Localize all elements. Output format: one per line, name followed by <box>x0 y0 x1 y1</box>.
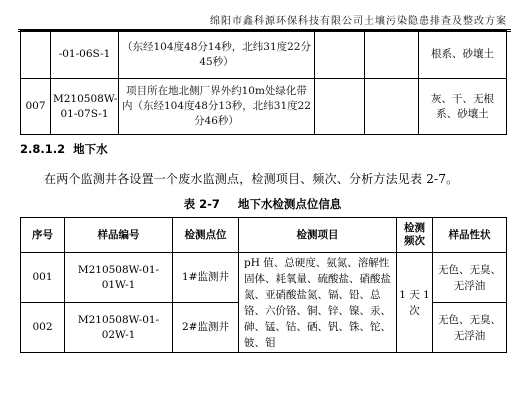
sample-location: （东经104度48分14秒，北纬31度22分45秒） <box>119 31 315 79</box>
column-header: 序号 <box>21 218 65 253</box>
row-number: 001 <box>21 253 65 303</box>
test-frequency: 1 天 1 次 <box>397 253 433 353</box>
table-row <box>21 31 507 79</box>
row-number: 007 <box>21 79 51 135</box>
row-number: 002 <box>21 303 65 353</box>
section-number: 2.8.1.2 <box>20 142 66 156</box>
table-row <box>21 79 507 135</box>
column-header: 检测频次 <box>397 218 433 253</box>
table-row <box>21 253 507 303</box>
document-header-title: 绵阳市鑫科源环保科技有限公司土壤污染隐患排查及整改方案 <box>210 16 507 27</box>
table-header-row <box>21 218 507 253</box>
table-caption-title: 地下水检测点位信息 <box>237 197 342 211</box>
sample-id: -01-06S-1 <box>51 31 119 79</box>
row-number <box>21 31 51 79</box>
sample-location: 项目所在地北侧厂界外约10m处绿化带内（东经104度48分13秒，北纬31度22分46秒） <box>119 79 315 135</box>
sample-id: M210508W-01-01W-1 <box>65 253 173 303</box>
sample-property: 灰、干、无根系、砂壤土 <box>419 79 507 135</box>
body-paragraph: 在两个监测井各设置一个废水监测点，检测项目、频次、分析方法见表 2-7。 <box>44 172 459 186</box>
empty-cell <box>365 31 419 79</box>
previous-table-continuation <box>20 30 507 135</box>
column-header: 检测点位 <box>173 218 239 253</box>
column-header: 样品性状 <box>433 218 507 253</box>
sample-property: 无色、无臭、无浮油 <box>433 253 507 303</box>
sample-location: 2#监测井 <box>173 303 239 353</box>
section-title: 地下水 <box>73 142 108 156</box>
section-heading <box>20 141 108 157</box>
test-items: pH 值、总硬度、氨氮、溶解性固体、耗氧量、硫酸盐、硝酸盐氮、亚硝酸盐氮、镉、铅、总铬、六价铬、铜、锌、镍、汞、砷、锰、钴、硒、钒、铢、铊、铍、钼 <box>239 253 397 353</box>
sample-property: 根系、砂壤土 <box>419 31 507 79</box>
sample-property: 无色、无臭、无浮油 <box>433 303 507 353</box>
empty-cell <box>315 79 365 135</box>
sample-id: M210508W-01-07S-1 <box>51 79 119 135</box>
table-caption-number: 表 2-7 <box>183 197 220 211</box>
empty-cell <box>315 31 365 79</box>
sample-id: M210508W-01-02W-1 <box>65 303 173 353</box>
table-caption <box>0 196 525 212</box>
sample-location: 1#监测井 <box>173 253 239 303</box>
empty-cell <box>365 79 419 135</box>
column-header: 样品编号 <box>65 218 173 253</box>
column-header: 检测项目 <box>239 218 397 253</box>
groundwater-table <box>20 217 507 353</box>
